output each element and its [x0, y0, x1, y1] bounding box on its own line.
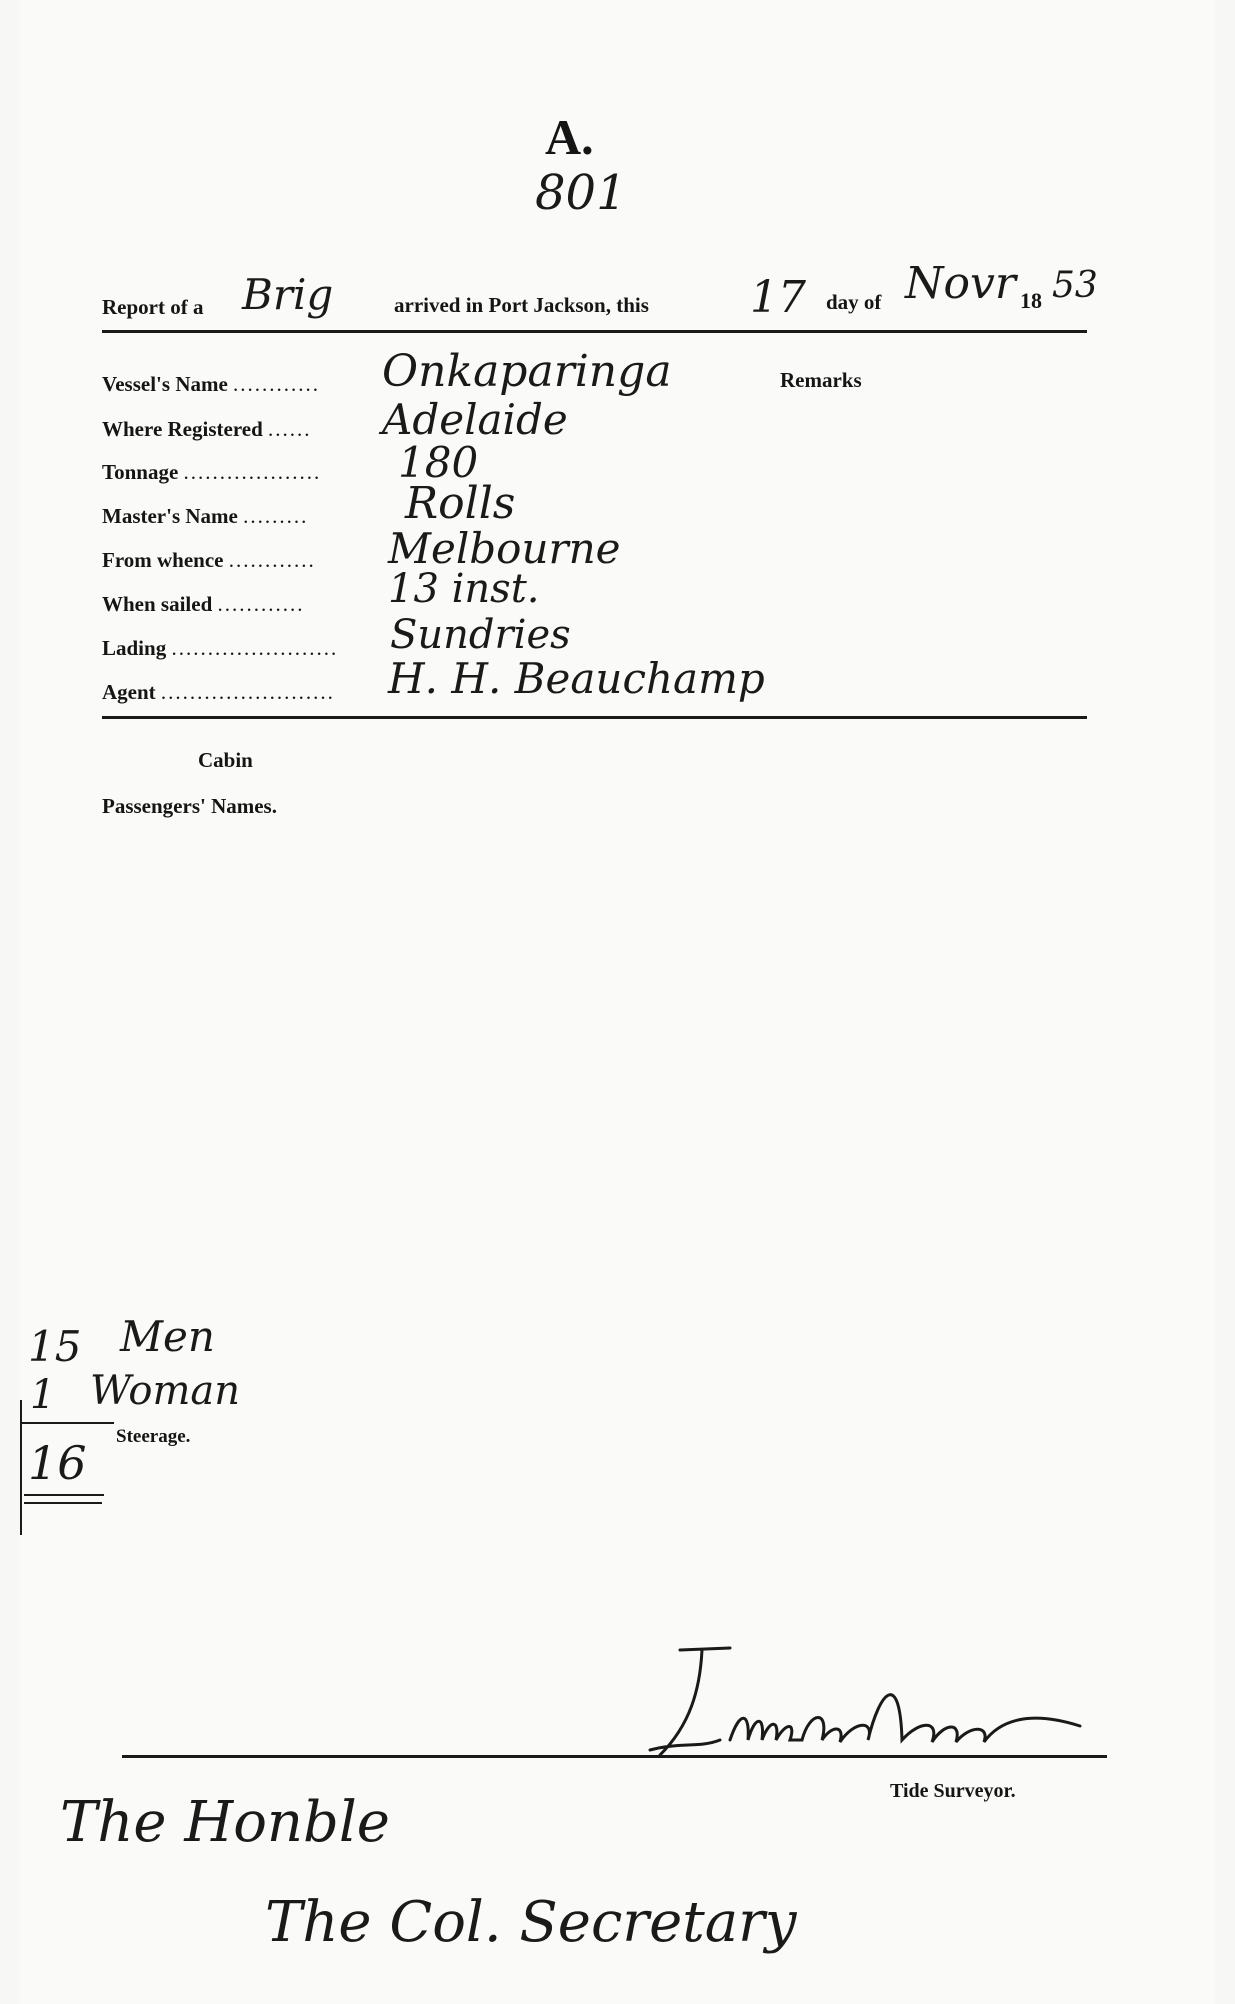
arrival-month: Novr	[905, 258, 1016, 309]
women-count: 1	[30, 1372, 56, 1418]
field-label: Lading .......................	[102, 636, 339, 660]
field-value: 13 inst.	[388, 566, 540, 612]
field-value: H. H. Beauchamp	[388, 654, 765, 703]
document-number: 801	[535, 165, 627, 221]
men-label: Men	[120, 1312, 215, 1361]
cabin-label: Cabin	[198, 748, 253, 772]
field-value: Adelaide	[382, 395, 568, 444]
document-page	[20, 0, 1215, 2004]
field-value: Melbourne	[388, 524, 621, 573]
year-suffix: 53	[1052, 265, 1098, 306]
day-of-text: day of	[826, 290, 882, 314]
addressee-line-2: The Col. Secretary	[265, 1890, 797, 1955]
remarks-label: Remarks	[780, 368, 862, 392]
field-value: Rolls	[405, 478, 516, 529]
field-value: Onkaparinga	[382, 346, 672, 397]
tally-rule	[22, 1422, 114, 1424]
field-value: Sundries	[390, 612, 571, 658]
report-prefix: Report of a	[102, 295, 204, 319]
women-label: Woman	[90, 1368, 241, 1414]
middle-rule	[102, 716, 1087, 719]
total-underline-2	[24, 1502, 102, 1504]
field-label: Tonnage ...................	[102, 460, 322, 484]
field-label: From whence ............	[102, 548, 316, 572]
steerage-label: Steerage.	[116, 1426, 191, 1447]
arrived-text: arrived in Port Jackson, this	[394, 293, 649, 317]
field-label: Agent ........................	[102, 680, 335, 704]
field-label: Vessel's Name ............	[102, 372, 321, 396]
field-label: Master's Name .........	[102, 504, 309, 528]
arrival-day: 17	[750, 272, 806, 323]
vessel-type: Brig	[242, 270, 334, 319]
top-rule	[102, 330, 1087, 333]
total-underline-1	[24, 1494, 104, 1496]
tide-surveyor-label: Tide Surveyor.	[890, 1780, 1016, 1802]
year-prefix: 18	[1020, 288, 1042, 313]
field-label: When sailed ............	[102, 592, 305, 616]
signature-rule	[122, 1755, 1107, 1758]
passengers-names-label: Passengers' Names.	[102, 794, 277, 818]
men-count: 15	[28, 1322, 82, 1371]
addressee-line-1: The Honble	[60, 1790, 390, 1855]
left-margin-line	[20, 1400, 22, 1535]
form-letter: A.	[545, 109, 594, 165]
steerage-total: 16	[28, 1436, 87, 1490]
tide-surveyor-signature	[640, 1630, 1100, 1770]
field-value: 180	[398, 438, 479, 487]
field-label: Where Registered ......	[102, 417, 312, 441]
